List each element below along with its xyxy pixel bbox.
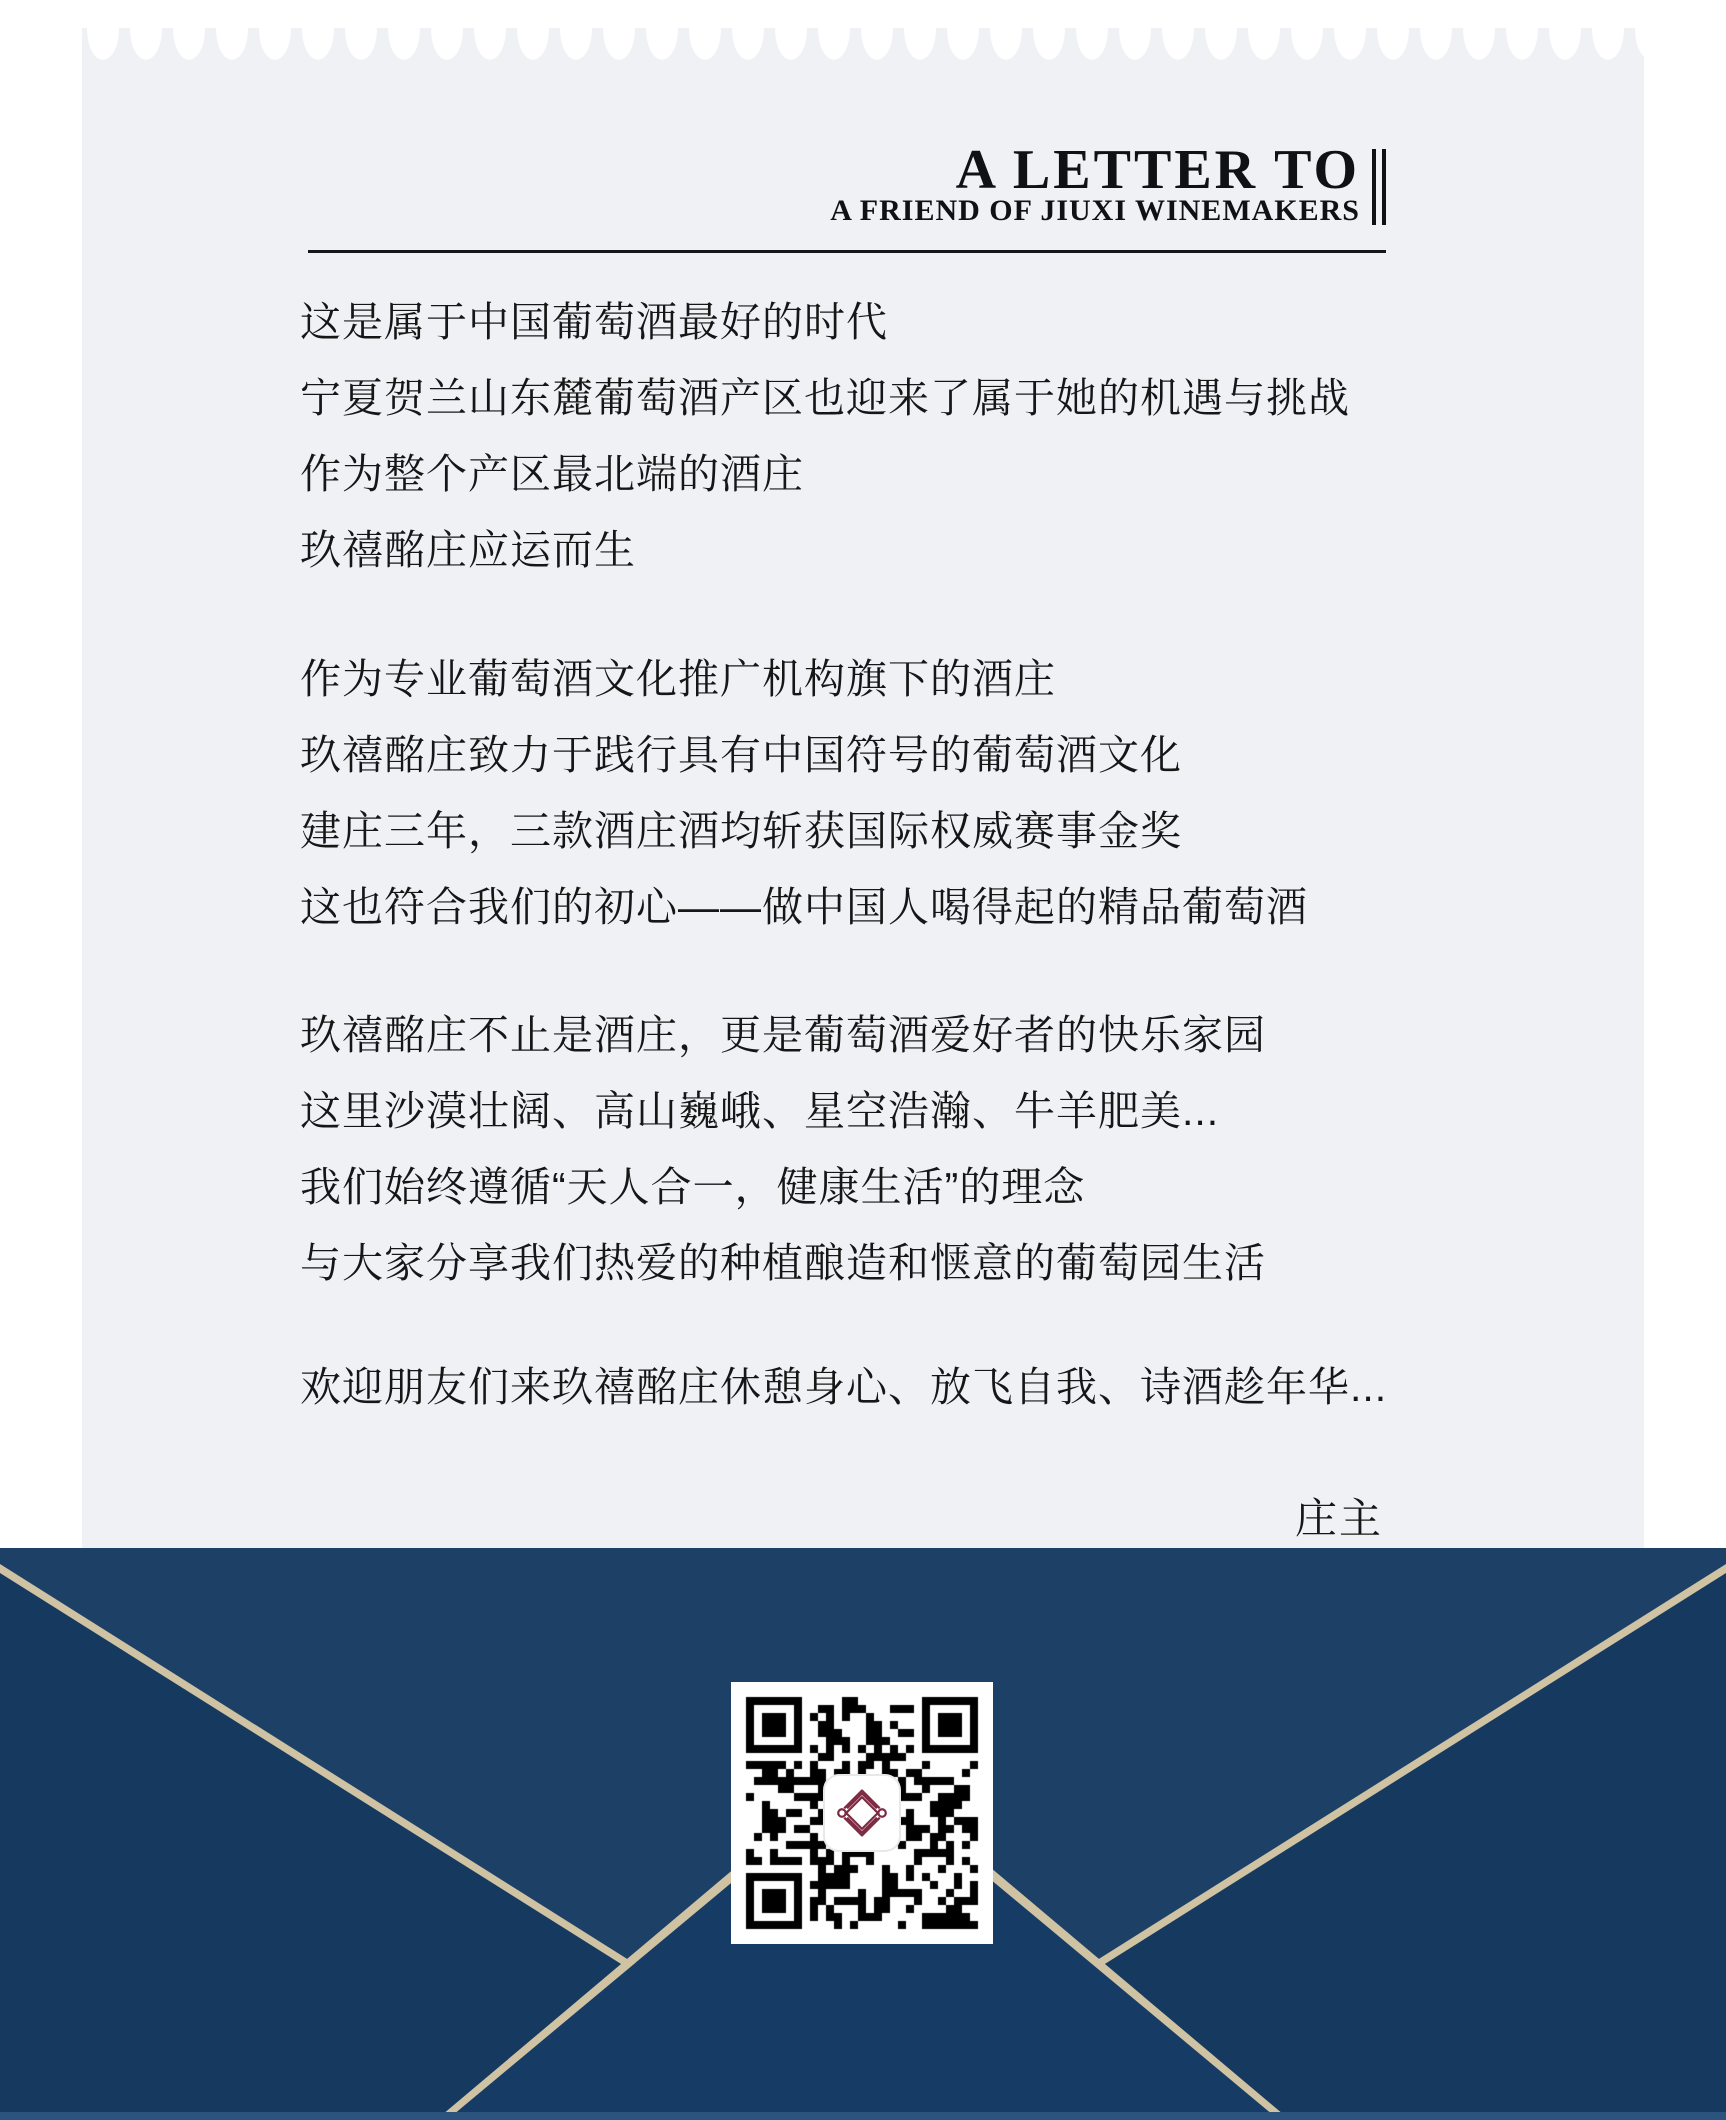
text-line: 玖禧酩庄应运而生 xyxy=(300,527,636,573)
paragraph-1 xyxy=(300,284,1350,588)
paragraph-4 xyxy=(300,1349,1387,1425)
text-line: 宁夏贺兰山东麓葡萄酒产区也迎来了属于她的机遇与挑战 xyxy=(300,375,1350,421)
text-line: 玖禧酩庄不止是酒庄，更是葡萄酒爱好者的快乐家园 xyxy=(300,1012,1266,1058)
qr-code xyxy=(731,1682,993,1944)
paragraph-3 xyxy=(300,997,1266,1301)
text-line: 作为整个产区最北端的酒庄 xyxy=(300,451,804,497)
paragraph-2 xyxy=(300,641,1308,945)
paper-deckle-edge xyxy=(82,28,1644,74)
text-line: 欢迎朋友们来玖禧酩庄休憩身心、放飞自我、诗酒趁年华... xyxy=(300,1364,1388,1410)
text-line: 我们始终遵循“天人合一，健康生活”的理念 xyxy=(300,1164,1086,1210)
text-line: 这是属于中国葡萄酒最好的时代 xyxy=(300,299,888,345)
diamond-knot-icon xyxy=(834,1785,890,1841)
text-line: 这里沙漠壮阔、高山巍峨、星空浩瀚、牛羊肥美... xyxy=(300,1088,1220,1134)
qr-center-logo xyxy=(825,1776,899,1850)
text-line: 玖禧酩庄致力于践行具有中国符号的葡萄酒文化 xyxy=(300,732,1182,778)
header-title: A LETTER TO xyxy=(955,139,1360,201)
text-line: 与大家分享我们热爱的种植酿造和惬意的葡萄园生活 xyxy=(300,1240,1266,1286)
header-rule xyxy=(308,250,1386,253)
signoff-label: 庄主 xyxy=(1294,1495,1383,1542)
header-subtitle: A FRIEND OF JIUXI WINEMAKERS xyxy=(830,194,1360,227)
text-line: 建庄三年，三款酒庄酒均斩获国际权威赛事金奖 xyxy=(300,808,1182,854)
header-double-bar-icon xyxy=(1382,149,1386,225)
text-line: 作为专业葡萄酒文化推广机构旗下的酒庄 xyxy=(300,656,1056,702)
text-line: 这也符合我们的初心——做中国人喝得起的精品葡萄酒 xyxy=(300,884,1308,930)
envelope-bottom-strip xyxy=(0,2112,1726,2120)
header-double-bar-icon xyxy=(1372,149,1376,225)
